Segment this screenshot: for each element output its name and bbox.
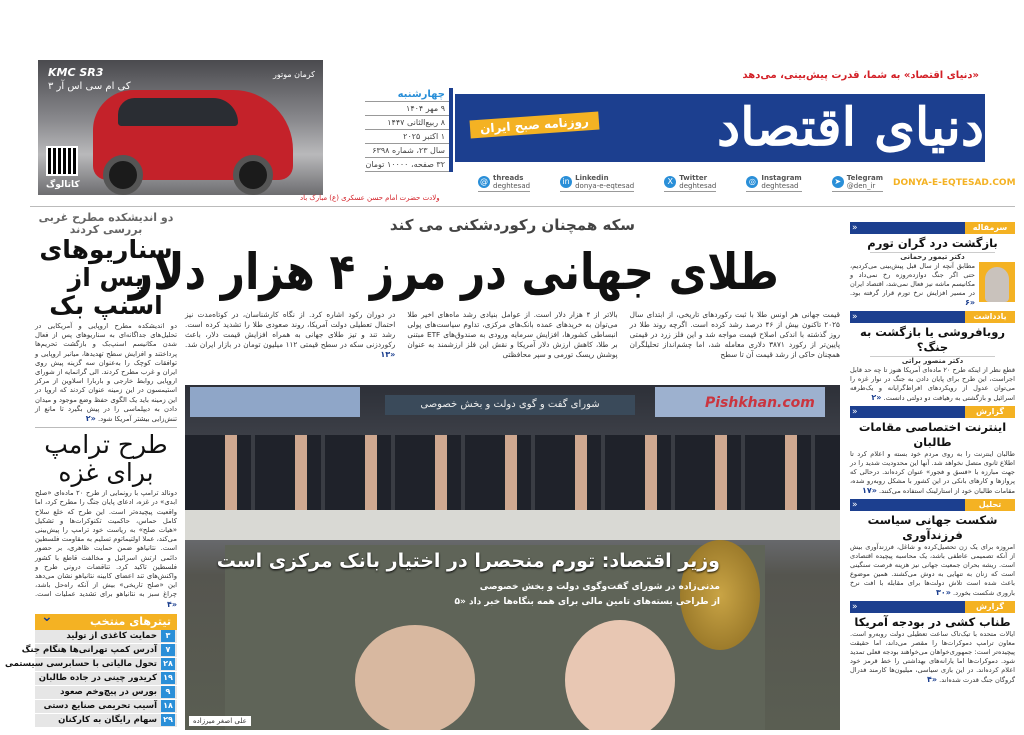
qr-code-icon[interactable]	[46, 146, 78, 176]
divider	[35, 427, 177, 428]
body-column: بالاتر از ۴ هزار دلار است. از عوامل بنیادی رشد ماه‌های اخیر طلا می‌توان به خریدهای عمده بانک‌های مرکزی، تداوم سیاست‌های پولی انبساطی کشورها، افزایش سرمایه ورودی به صندوق‌های ETF مبتنی بر طلا، کاهش ارزش دلار آمریکا و نقش این فلز ارزشمند به عنوان پوشش ریسک تورمی و سپر محافظتی	[407, 310, 618, 359]
headline-item[interactable]	[35, 630, 177, 644]
headline-item[interactable]	[35, 714, 177, 728]
page-reference[interactable]: «۱۳	[380, 350, 396, 359]
attendee	[355, 625, 475, 730]
selected-headlines-header	[35, 608, 177, 630]
ad-model: کی ام سی اس آر ۳	[48, 81, 131, 92]
story-body	[850, 630, 1015, 685]
page-reference[interactable]: «۲	[871, 393, 882, 402]
page-reference[interactable]: «۲	[85, 414, 96, 424]
social-twitter[interactable]	[664, 174, 716, 192]
sidebar-story	[850, 222, 1015, 308]
story-title[interactable]: رویافروشی یا بازگشت به جنگ؟	[860, 325, 1005, 354]
section-label: گزارش	[965, 601, 1015, 613]
ad-brand: KMC SR3	[48, 66, 104, 79]
headline-item[interactable]	[35, 672, 177, 686]
ad-dealer: کرمان موتور	[272, 70, 315, 79]
body-column	[185, 310, 395, 360]
website-link[interactable]: DONYA-E-EQTESAD.COM	[893, 178, 1016, 188]
x-icon: X	[664, 176, 676, 188]
section-label: سرمقاله	[965, 222, 1015, 234]
social-name: Telegram	[846, 174, 883, 182]
story-body	[850, 543, 1015, 598]
main-kicker: سکه همچنان رکوردشکنی می کند	[389, 216, 636, 234]
page-number: ۱۳	[380, 350, 391, 359]
page-number: ۲	[871, 393, 877, 402]
telegram-icon: ➤	[832, 176, 844, 188]
chevron-down-icon: ⌄	[41, 608, 53, 625]
social-links	[478, 174, 883, 192]
subtitle-badge: روزنامه صبح ایران	[470, 112, 600, 139]
attendee	[565, 620, 675, 730]
page-number: ۲	[85, 414, 91, 424]
page-number: ۴	[166, 599, 172, 609]
social-name: threads	[493, 174, 524, 182]
story-title[interactable]: طناب کشی در بودجه آمریکا	[854, 615, 1011, 629]
page-reference[interactable]: «۶	[964, 298, 975, 307]
story-title[interactable]: شکست جهانی سیاست فرزندآوری	[867, 513, 998, 542]
divider	[30, 206, 1015, 207]
officials-row	[185, 435, 840, 515]
sidebar-story	[850, 499, 1015, 598]
story-title[interactable]: طرح ترامپ برای غزه	[44, 430, 168, 488]
social-handle: deghtesad	[679, 182, 717, 190]
story-author: دکتر تیمور رحمانی	[870, 252, 995, 261]
left-column	[5, 211, 177, 728]
social-handle: donya-e-eqtesad	[575, 182, 635, 190]
social-handle: deghtesad	[761, 182, 799, 190]
page-reference[interactable]: «۴	[926, 675, 937, 684]
social-instagram[interactable]	[746, 174, 801, 192]
weekday: چهارشنبه	[365, 88, 449, 102]
story-kicker: دو اندیشکده مطرح غربی بررسی کردند	[38, 211, 174, 236]
main-headline-text: طلای جهانی در مرز ۴ هزار دلار	[129, 243, 780, 301]
newspaper-logo: دنیای اقتصاد	[716, 97, 984, 158]
issue-number: سال ۲۳، شماره ۶۳۹۸	[365, 144, 449, 158]
date-shamsi: ۹ مهر ۱۴۰۴	[365, 102, 449, 116]
body-text: دو اندیشکده مطرح اروپایی و آمریکایی در تحلیل‌های جداگانه‌ای به سناریوهای پس از فعال شدن مکانیسم اسنپ‌بک و بازگشت تحریم‌ها پرداختند و افزایش سطح تهدیدها، میانبر اروپایی و توافقات کوچک را به‌عنوان سه گزینه پیش روی ایران و غرب مطرح کردند. الی گرانمایه از شورای اروپایی روابط خارجی و باربارا اسلاوین از مرکز استیمسون در این زمینه عنوان کردند که اروپا در این زمینه باید یک الگوی حفظ وضع موجود و میدان دادن به دیپلماسی را در پیش بگیرد تا مانع از تنش‌زایی بیشتر آمریکا شود.	[35, 322, 177, 424]
headline-item[interactable]	[35, 700, 177, 714]
photo-credit: علی اصغر میرزاده	[189, 716, 251, 726]
body-text: دونالد ترامپ با رونمایی از طرح ۲۰ ماده‌ای «صلح ابدی» در غزه، ادعای پایان جنگ را مطرح کرد، اما واقعیت پیچیده‌تر است. این طرح که خلع سلاح کامل حماس، حاکمیت تکنوکرات‌ها و تشکیل «هیات صلح» به ریاست خود ترامپ را پیش‌بینی می‌کند، عملا اولتیماتوم تسلیم به مقاومت فلسطین است. نتانیاهو ضمن حمایت ظاهری، بر حضور دائمی ارتش اسرائیل و مخالفت قاطع با کشور فلسطین تاکید کرد. تناقضات درونی طرح و واکنش‌های تند اعضای کابینه نتانیاهو نشان می‌دهد این «صلح تاریخی» بیش از آنکه راه‌حل باشد، چراغ سبز به نتانیاهو برای تشدید عملیات است.	[35, 489, 177, 599]
section-header	[850, 222, 1015, 234]
headline-item[interactable]	[21, 644, 177, 658]
section-label: تحلیل	[965, 499, 1015, 511]
price: ۳۲ صفحه، ۱۰۰۰۰ تومان	[365, 158, 449, 172]
page-number: ۱۹	[161, 672, 175, 684]
body-column: قیمت جهانی هر اونس طلا با ثبت رکوردهای تاریخی، از ابتدای سال ۲۰۲۵ تاکنون بیش از ۴۶ درصد رشد کرده است. اگرچه روند طلا در روز گذشته با اندکی اصلاح قیمت مواجه شد و این فلز زرد در قیمتی پایین‌تر از رکورد ۳۸۷۱ دلاری معامله شد، اما چشم‌انداز تحلیلگران همچنان حاکی از رشد قیمت آن تا سطح	[629, 310, 840, 359]
page-number: ۳	[161, 630, 175, 642]
ad-catalog: کاتالوگ	[46, 180, 80, 190]
chevrons-icon: «	[850, 499, 965, 511]
page-number: ۲۸	[161, 658, 175, 670]
page-number: ۷	[161, 644, 175, 656]
social-name: Instagram	[761, 174, 802, 182]
section-title: تیترهای منتخب	[90, 614, 171, 628]
occasion-note: ولادت حضرت امام حسن عسکری (ع) مبارک باد	[300, 194, 440, 202]
headline-text: آدرس کمپ تهرانی‌ها هنگام جنگ	[21, 645, 157, 656]
headline-text: بورس در پیچ‌وخم صعود	[60, 687, 157, 698]
page-number: ۲۹	[161, 714, 175, 726]
page-number: ۵	[454, 597, 460, 607]
photo-banner: شورای گفت و گوی دولت و بخش خصوصی	[385, 395, 635, 415]
tagline: «دنیای اقتصاد» به شما، قدرت پیش‌بینی، می‌دهد	[742, 70, 979, 81]
instagram-icon: ◎	[746, 176, 758, 188]
page-number: ۴	[926, 675, 932, 684]
car-advertisement[interactable]	[38, 60, 323, 195]
section-header	[850, 406, 1015, 418]
body-text: قطع نظر از اینکه طرح ۲۰ ماده‌ای آمریکا هنوز تا چه حد قابل اجراست، این طرح برای پایان دادن به جنگ در نوار غزه را می‌توان عدول از رویکردهای افراط‌گرایانه و یک‌طرفه اسرائیل و بازگشتی به رهیافت دو دولتی دانست.	[850, 366, 1015, 402]
page-number: ۶	[964, 298, 970, 307]
date-hijri: ۸ ربیع‌الثانی ۱۴۴۷	[365, 116, 449, 130]
car-windshield	[118, 98, 238, 126]
page-reference[interactable]: «۳۰	[935, 588, 951, 597]
threads-icon: @	[480, 177, 488, 186]
page-number: ۳۰	[935, 588, 946, 597]
photo-sub-line: مدنی‌زاده در شورای گفت‌وگوی دولت و بخش خصوصی	[479, 582, 720, 592]
section-label: یادداشت	[965, 311, 1015, 323]
headline-text: کریدور چینی در جاده طالبان	[38, 673, 157, 684]
conference-table	[185, 510, 840, 540]
page-number: ۱۸	[161, 700, 175, 712]
story-title[interactable]: سناریوهای پس از اسنپ بک	[39, 235, 173, 320]
photo-sub-line: از طراحی بسته‌های تامین مالی برای همه بنگاه‌ها خبر داد	[468, 597, 720, 607]
story-body	[850, 262, 1015, 308]
social-telegram[interactable]	[832, 174, 883, 192]
right-column	[850, 222, 1015, 688]
headline-text: آسیب تحریمی صنایع دستی	[43, 701, 157, 712]
sidebar-story	[850, 601, 1015, 685]
section-header	[850, 311, 1015, 323]
headline-text: سهام رایگان به کارکنان	[58, 715, 157, 726]
chevrons-icon: «	[850, 222, 965, 234]
watermark: Pishkhan.com	[705, 395, 815, 411]
date-gregorian: ۱ اکتبر ۲۰۲۵	[365, 130, 449, 144]
car-wheel	[103, 155, 143, 195]
page-number: ۱۷	[861, 486, 872, 495]
headline-text: حمایت کاغذی از تولید	[66, 631, 157, 642]
date-box	[365, 88, 453, 172]
social-threads[interactable]	[478, 174, 530, 192]
social-handle: @den_ir	[846, 182, 876, 190]
headline-item[interactable]	[5, 658, 177, 672]
body-text: امروزه برای یک زن تحصیل‌کرده و شاغل، فرزندآوری بیش از آنکه تصمیمی عاطفی باشد، یک محاسبه پیچیده اقتصادی است. ریشه بحران جمعیت جهانی نیز هزینه فرصت سنگینی است که زنان به تنهایی به دوش می‌کشند. همین موضوع باعث شده است تلاش دولت‌ها برای مقابله با افت نرخ باروری شکست بخورد.	[850, 543, 1015, 597]
story-body	[35, 489, 177, 610]
social-name: Twitter	[679, 174, 708, 182]
body-text: در دوران رکود اشاره کرد. از نگاه کارشناسان، در کوتاه‌مدت نیز احتمال تعطیلی دولت آمریکا، روند صعودی طلا را تشدید کرده است. رشد تند و تیز طلای جهانی به همراه افزایش قیمت دلار، باعث رکوردزنی سکه در سطح قیمتی ۱۱۲ میلیون تومان در بازار ایران شد.	[185, 310, 396, 349]
story-body	[35, 322, 177, 424]
body-text: ایالات متحده با تیک‌تاک ساعت تعطیلی دولت روبه‌رو است. معاون ترامپ دموکرات‌ها را مقصر می‌داند، اما حقیقت پیچیده‌تر است: جمهوری‌خواهان می‌خواهند بودجه فعلی تمدید شود. دموکرات‌ها اما یارانه‌های بهداشتی را خط قرمز خود اعلام کرده‌اند. در این بازی سیاسی، میلیون‌ها کارمند فدرال گروگان جنگ قدرت شده‌اند.	[850, 630, 1015, 684]
story-title[interactable]: اینترنت اختصاصی مقامات طالبان	[858, 420, 1007, 449]
section-header	[850, 601, 1015, 613]
selected-headlines	[5, 608, 177, 728]
main-headline[interactable]	[129, 240, 840, 304]
page-reference[interactable]: «۴	[166, 599, 177, 609]
story-body	[850, 450, 1015, 496]
chevrons-icon: «	[850, 601, 965, 613]
page-number: ۹	[161, 686, 175, 698]
story-author: دکتر منصور براتی	[870, 356, 995, 365]
linkedin-icon: in	[560, 176, 572, 188]
social-handle: deghtesad	[493, 182, 531, 190]
photo-headline[interactable]: وزیر اقتصاد: تورم منحصرا در اختیار بانک مرکزی است	[216, 550, 720, 572]
main-story-body	[185, 310, 840, 360]
photo-subheadline: مدنی‌زاده در شورای گفت‌وگوی دولت و بخش خصوصی از طراحی بسته‌های تامین مالی برای همه بنگاه‌ها خبر داد «۵	[454, 582, 720, 607]
chevrons-icon: «	[850, 406, 965, 418]
page-reference[interactable]: «۱۷	[861, 486, 877, 495]
story-title[interactable]: بازگشت درد گران تورم	[867, 236, 998, 250]
headline-text: تحول مالیاتی با حسابرسی سیستمی	[5, 659, 157, 670]
body-text: طالبان اینترنت را به روی مردم خود بسته و اعلام کرد تا اطلاع ثانوی متصل نخواهد شد. آنها این محدودیت شدید را در جهت مبارزه با «فسق و فجور» عنوان کرده‌اند. درحالی که پروازها و کارهای بانکی در این کشور با مشکل روبه‌رو شده، مقامات طالبان خود از استارلینک استفاده می‌کنند.	[850, 450, 1015, 495]
sidebar-story	[850, 406, 1015, 496]
author-avatar	[979, 262, 1015, 302]
social-name: Linkedin	[575, 174, 609, 182]
screen	[190, 387, 360, 417]
sidebar-story	[850, 311, 1015, 403]
chevrons-icon: «	[850, 311, 965, 323]
social-linkedin[interactable]	[560, 174, 634, 192]
story-body	[850, 366, 1015, 403]
body-text: مطابق آنچه از سال قبل پیش‌بینی می‌کردیم، حتی اگر جنگ دوازده‌روزه رخ نمی‌داد و مکانیسم ماشه نیز فعال نمی‌شد، اقتصاد ایران در مسیر افزایش نرخ تورم قرار گرفته بود.	[850, 262, 975, 297]
section-header	[850, 499, 1015, 511]
main-photo[interactable]	[185, 385, 840, 730]
headline-item[interactable]	[35, 686, 177, 700]
car-wheel	[233, 155, 273, 195]
section-label: گزارش	[965, 406, 1015, 418]
